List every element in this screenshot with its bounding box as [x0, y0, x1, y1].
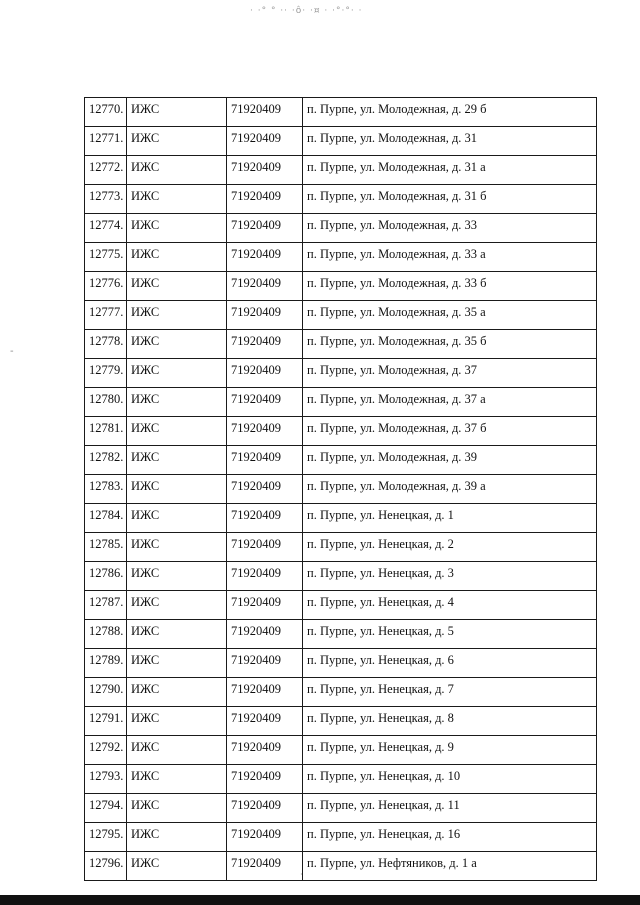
row-number-cell: 12775. [85, 243, 127, 272]
oktmo-code-cell: 71920409 [227, 707, 303, 736]
object-type-cell: ИЖС [127, 794, 227, 823]
address-cell: п. Пурпе, ул. Ненецкая, д. 2 [303, 533, 597, 562]
object-type-cell: ИЖС [127, 98, 227, 127]
address-cell: п. Пурпе, ул. Молодежная, д. 37 [303, 359, 597, 388]
table-row [85, 852, 597, 881]
table-row [85, 359, 597, 388]
object-type-cell: ИЖС [127, 678, 227, 707]
address-cell: п. Пурпе, ул. Ненецкая, д. 7 [303, 678, 597, 707]
object-type-cell: ИЖС [127, 388, 227, 417]
oktmo-code-cell: 71920409 [227, 823, 303, 852]
object-type-cell: ИЖС [127, 823, 227, 852]
address-cell: п. Пурпе, ул. Ненецкая, д. 3 [303, 562, 597, 591]
object-type-cell: ИЖС [127, 562, 227, 591]
object-type-cell: ИЖС [127, 417, 227, 446]
oktmo-code-cell: 71920409 [227, 301, 303, 330]
address-cell: п. Пурпе, ул. Нефтяников, д. 1 а [303, 852, 597, 881]
scan-bottom-edge [0, 895, 640, 905]
oktmo-code-cell: 71920409 [227, 243, 303, 272]
row-number-cell: 12772. [85, 156, 127, 185]
table-row [85, 678, 597, 707]
table-row [85, 649, 597, 678]
row-number-cell: 12770. [85, 98, 127, 127]
object-type-cell: ИЖС [127, 243, 227, 272]
row-number-cell: 12781. [85, 417, 127, 446]
object-type-cell: ИЖС [127, 127, 227, 156]
table-row [85, 243, 597, 272]
object-type-cell: ИЖС [127, 620, 227, 649]
table-row [85, 475, 597, 504]
oktmo-code-cell: 71920409 [227, 446, 303, 475]
address-cell: п. Пурпе, ул. Молодежная, д. 37 а [303, 388, 597, 417]
object-type-cell: ИЖС [127, 330, 227, 359]
row-number-cell: 12791. [85, 707, 127, 736]
address-cell: п. Пурпе, ул. Ненецкая, д. 5 [303, 620, 597, 649]
table-row [85, 446, 597, 475]
address-cell: п. Пурпе, ул. Ненецкая, д. 16 [303, 823, 597, 852]
address-cell: п. Пурпе, ул. Ненецкая, д. 10 [303, 765, 597, 794]
object-type-cell: ИЖС [127, 504, 227, 533]
address-cell: п. Пурпе, ул. Молодежная, д. 35 а [303, 301, 597, 330]
object-type-cell: ИЖС [127, 591, 227, 620]
object-type-cell: ИЖС [127, 272, 227, 301]
table-row [85, 330, 597, 359]
address-cell: п. Пурпе, ул. Ненецкая, д. 1 [303, 504, 597, 533]
row-number-cell: 12786. [85, 562, 127, 591]
row-number-cell: 12793. [85, 765, 127, 794]
address-cell: п. Пурпе, ул. Молодежная, д. 33 [303, 214, 597, 243]
object-type-cell: ИЖС [127, 214, 227, 243]
table-row [85, 185, 597, 214]
oktmo-code-cell: 71920409 [227, 678, 303, 707]
table-row [85, 562, 597, 591]
row-number-cell: 12792. [85, 736, 127, 765]
address-cell: п. Пурпе, ул. Молодежная, д. 31 [303, 127, 597, 156]
row-number-cell: 12796. [85, 852, 127, 881]
oktmo-code-cell: 71920409 [227, 736, 303, 765]
oktmo-code-cell: 71920409 [227, 127, 303, 156]
row-number-cell: 12778. [85, 330, 127, 359]
row-number-cell: 12783. [85, 475, 127, 504]
oktmo-code-cell: 71920409 [227, 533, 303, 562]
table-row [85, 214, 597, 243]
row-number-cell: 12788. [85, 620, 127, 649]
address-cell: п. Пурпе, ул. Ненецкая, д. 11 [303, 794, 597, 823]
row-number-cell: 12776. [85, 272, 127, 301]
object-type-cell: ИЖС [127, 359, 227, 388]
scan-side-mark: - [10, 346, 14, 357]
row-number-cell: 12782. [85, 446, 127, 475]
address-cell: п. Пурпе, ул. Молодежная, д. 37 б [303, 417, 597, 446]
object-type-cell: ИЖС [127, 533, 227, 562]
object-type-cell: ИЖС [127, 301, 227, 330]
oktmo-code-cell: 71920409 [227, 620, 303, 649]
object-type-cell: ИЖС [127, 185, 227, 214]
oktmo-code-cell: 71920409 [227, 98, 303, 127]
address-cell: п. Пурпе, ул. Ненецкая, д. 4 [303, 591, 597, 620]
table-row [85, 794, 597, 823]
registry-table-body [85, 98, 597, 881]
address-cell: п. Пурпе, ул. Молодежная, д. 39 а [303, 475, 597, 504]
row-number-cell: 12777. [85, 301, 127, 330]
oktmo-code-cell: 71920409 [227, 185, 303, 214]
oktmo-code-cell: 71920409 [227, 214, 303, 243]
address-cell: п. Пурпе, ул. Молодежная, д. 31 а [303, 156, 597, 185]
oktmo-code-cell: 71920409 [227, 765, 303, 794]
row-number-cell: 12780. [85, 388, 127, 417]
row-number-cell: 12773. [85, 185, 127, 214]
oktmo-code-cell: 71920409 [227, 156, 303, 185]
table-row [85, 823, 597, 852]
address-cell: п. Пурпе, ул. Молодежная, д. 29 б [303, 98, 597, 127]
scan-dot: · [300, 870, 303, 879]
row-number-cell: 12785. [85, 533, 127, 562]
row-number-cell: 12789. [85, 649, 127, 678]
object-type-cell: ИЖС [127, 852, 227, 881]
oktmo-code-cell: 71920409 [227, 359, 303, 388]
oktmo-code-cell: 71920409 [227, 794, 303, 823]
row-number-cell: 12795. [85, 823, 127, 852]
table-row [85, 736, 597, 765]
oktmo-code-cell: 71920409 [227, 852, 303, 881]
object-type-cell: ИЖС [127, 446, 227, 475]
object-type-cell: ИЖС [127, 707, 227, 736]
address-cell: п. Пурпе, ул. Молодежная, д. 33 а [303, 243, 597, 272]
table-row [85, 301, 597, 330]
object-type-cell: ИЖС [127, 649, 227, 678]
address-cell: п. Пурпе, ул. Ненецкая, д. 8 [303, 707, 597, 736]
table-row [85, 272, 597, 301]
table-row [85, 388, 597, 417]
address-cell: п. Пурпе, ул. Молодежная, д. 31 б [303, 185, 597, 214]
table-row [85, 98, 597, 127]
table-row [85, 620, 597, 649]
row-number-cell: 12787. [85, 591, 127, 620]
table-row [85, 156, 597, 185]
object-type-cell: ИЖС [127, 475, 227, 504]
row-number-cell: 12779. [85, 359, 127, 388]
address-cell: п. Пурпе, ул. Ненецкая, д. 9 [303, 736, 597, 765]
row-number-cell: 12774. [85, 214, 127, 243]
object-type-cell: ИЖС [127, 736, 227, 765]
table-row [85, 591, 597, 620]
oktmo-code-cell: 71920409 [227, 562, 303, 591]
table-row [85, 765, 597, 794]
oktmo-code-cell: 71920409 [227, 272, 303, 301]
row-number-cell: 12794. [85, 794, 127, 823]
table-row [85, 707, 597, 736]
table-row [85, 127, 597, 156]
oktmo-code-cell: 71920409 [227, 649, 303, 678]
row-number-cell: 12790. [85, 678, 127, 707]
object-type-cell: ИЖС [127, 765, 227, 794]
table-row [85, 504, 597, 533]
scan-header-mark: · ·° ° ·· ·ô· ·¤ · ·°·°· · [250, 6, 363, 16]
oktmo-code-cell: 71920409 [227, 504, 303, 533]
row-number-cell: 12784. [85, 504, 127, 533]
oktmo-code-cell: 71920409 [227, 417, 303, 446]
oktmo-code-cell: 71920409 [227, 388, 303, 417]
object-type-cell: ИЖС [127, 156, 227, 185]
registry-table [84, 97, 597, 881]
row-number-cell: 12771. [85, 127, 127, 156]
address-cell: п. Пурпе, ул. Молодежная, д. 33 б [303, 272, 597, 301]
address-cell: п. Пурпе, ул. Ненецкая, д. 6 [303, 649, 597, 678]
table-row [85, 417, 597, 446]
address-cell: п. Пурпе, ул. Молодежная, д. 35 б [303, 330, 597, 359]
table-row [85, 533, 597, 562]
oktmo-code-cell: 71920409 [227, 475, 303, 504]
address-cell: п. Пурпе, ул. Молодежная, д. 39 [303, 446, 597, 475]
oktmo-code-cell: 71920409 [227, 591, 303, 620]
oktmo-code-cell: 71920409 [227, 330, 303, 359]
